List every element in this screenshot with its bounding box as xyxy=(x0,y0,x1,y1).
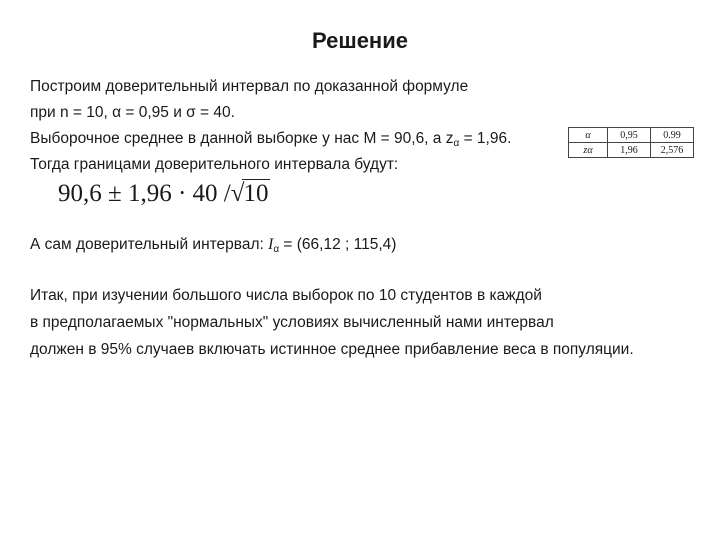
table-header-cell: α xyxy=(569,128,608,143)
table-row xyxy=(569,128,694,143)
z-subscript: α xyxy=(453,138,460,149)
slide-title: Решение xyxy=(312,28,408,53)
table-cell: 0.99 xyxy=(651,128,694,143)
table-cell: 2,576 xyxy=(651,143,694,158)
interval-prefix: А сам доверительный интервал: xyxy=(30,236,269,253)
table-header-cell: zα xyxy=(569,143,608,158)
table-cell: 0,95 xyxy=(608,128,651,143)
text-line-bounds-intro: Тогда границами доверительного интервала будут: xyxy=(30,156,399,173)
interval-value: = (66,12 ; 115,4) xyxy=(279,236,397,253)
square-root xyxy=(231,180,271,208)
text-line-conclusion-1: Итак, при изучении большого числа выборок по 10 студентов в каждой xyxy=(30,287,542,304)
sample-mean-text: Выборочное среднее в данной выборке у нас М = 90,6, а z xyxy=(30,130,454,147)
z-value-table xyxy=(568,127,694,158)
text-line-interval-result xyxy=(30,236,396,255)
text-line-parameters: при n = 10, α = 0,95 и σ = 40. xyxy=(30,104,235,121)
text-line-conclusion-2: в предполагаемых "нормальных" условиях вычисленный нами интервал xyxy=(30,314,554,331)
formula-left: 90,6 ± 1,96 · 40 / xyxy=(58,180,231,207)
interval-symbol: I xyxy=(268,236,274,253)
text-line-conclusion-3: должен в 95% случаев включать истинное среднее прибавление веса в популяции. xyxy=(30,341,634,358)
table-cell: 1,96 xyxy=(608,143,651,158)
table-row xyxy=(569,143,694,158)
z-value-text: = 1,96. xyxy=(459,130,512,147)
text-line-formula-intro: Построим доверительный интервал по доказанной формуле xyxy=(30,78,469,95)
sqrt-radicand: 10 xyxy=(243,180,269,207)
interval-subscript: α xyxy=(273,244,280,255)
interval-formula xyxy=(58,180,270,208)
sqrt-symbol: √ xyxy=(230,180,245,207)
text-line-sample-mean xyxy=(30,130,511,149)
